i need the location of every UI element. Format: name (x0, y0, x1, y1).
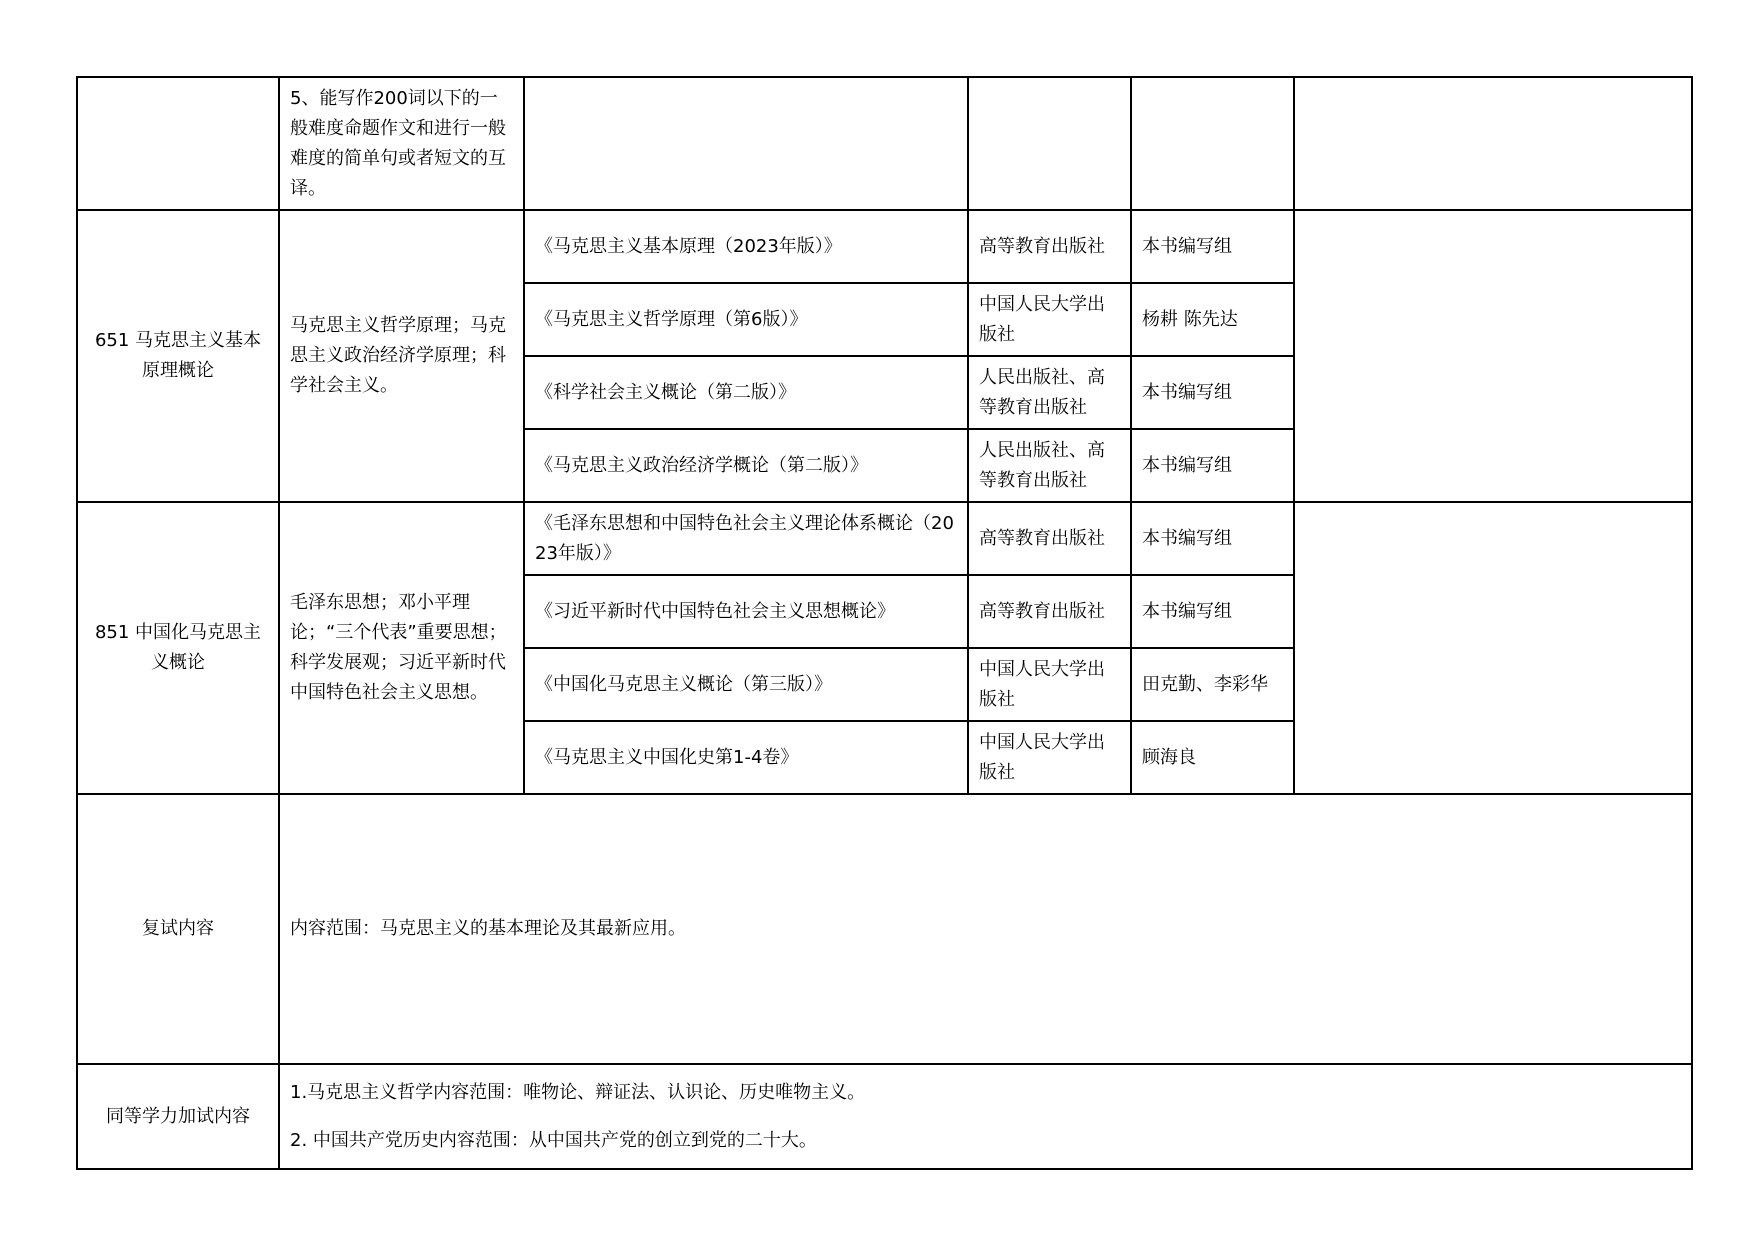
scope-cell: 马克思主义哲学原理；马克思主义政治经济学原理；科学社会主义。 (279, 210, 524, 502)
publisher-cell: 中国人民大学出版社 (968, 283, 1131, 356)
book-title-cell: 《习近平新时代中国特色社会主义思想概论》 (524, 575, 968, 648)
scope-cell: 毛泽东思想；邓小平理论；“三个代表”重要思想；科学发展观；习近平新时代中国特色社会主义思想。 (279, 502, 524, 794)
book-title-cell: 《中国化马克思主义概论（第三版）》 (524, 648, 968, 721)
subject-cell-empty (77, 77, 279, 210)
book-title-cell: 《马克思主义哲学原理（第6版）》 (524, 283, 968, 356)
subject-cell: 851 中国化马克思主义概论 (77, 502, 279, 794)
publisher-cell-empty (968, 77, 1131, 210)
publisher-cell: 中国人民大学出版社 (968, 721, 1131, 794)
table-row (77, 502, 1692, 575)
author-cell: 本书编写组 (1131, 575, 1294, 648)
author-cell: 顾海良 (1131, 721, 1294, 794)
publisher-cell: 高等教育出版社 (968, 210, 1131, 283)
equivalent-label: 同等学力加试内容 (77, 1064, 279, 1169)
author-cell: 杨耕 陈先达 (1131, 283, 1294, 356)
equivalent-line-2: 2. 中国共产党历史内容范围：从中国共产党的创立到党的二十大。 (290, 1129, 817, 1151)
publisher-cell: 中国人民大学出版社 (968, 648, 1131, 721)
author-cell: 本书编写组 (1131, 210, 1294, 283)
book-title-cell: 《马克思主义基本原理（2023年版）》 (524, 210, 968, 283)
publisher-cell: 人民出版社、高等教育出版社 (968, 429, 1131, 502)
author-cell: 本书编写组 (1131, 356, 1294, 429)
table-row (77, 1064, 1692, 1169)
table-row (77, 77, 1692, 210)
publisher-cell: 高等教育出版社 (968, 502, 1131, 575)
equivalent-line-1: 1.马克思主义哲学内容范围：唯物论、辩证法、认识论、历史唯物主义。 (290, 1081, 866, 1103)
equivalent-content (279, 1064, 1692, 1169)
exam-syllabus-table (76, 76, 1693, 1170)
author-cell-empty (1131, 77, 1294, 210)
table-row (77, 210, 1692, 283)
publisher-cell: 高等教育出版社 (968, 575, 1131, 648)
author-cell: 本书编写组 (1131, 502, 1294, 575)
book-title-cell: 《马克思主义政治经济学概论（第二版）》 (524, 429, 968, 502)
scope-cell: 5、能写作200词以下的一般难度命题作文和进行一般难度的简单句或者短文的互译。 (279, 77, 524, 210)
note-cell-empty (1294, 77, 1692, 210)
retest-content: 内容范围：马克思主义的基本理论及其最新应用。 (279, 794, 1692, 1064)
book-title-cell: 《科学社会主义概论（第二版）》 (524, 356, 968, 429)
note-cell (1294, 210, 1692, 502)
book-title-cell: 《毛泽东思想和中国特色社会主义理论体系概论（2023年版）》 (524, 502, 968, 575)
publisher-cell: 人民出版社、高等教育出版社 (968, 356, 1131, 429)
note-cell (1294, 502, 1692, 794)
author-cell: 田克勤、李彩华 (1131, 648, 1294, 721)
book-title-cell: 《马克思主义中国化史第1-4卷》 (524, 721, 968, 794)
author-cell: 本书编写组 (1131, 429, 1294, 502)
subject-cell: 651 马克思主义基本原理概论 (77, 210, 279, 502)
book-cell-empty (524, 77, 968, 210)
line-gap (290, 1108, 1681, 1126)
retest-label: 复试内容 (77, 794, 279, 1064)
table-row (77, 794, 1692, 1064)
